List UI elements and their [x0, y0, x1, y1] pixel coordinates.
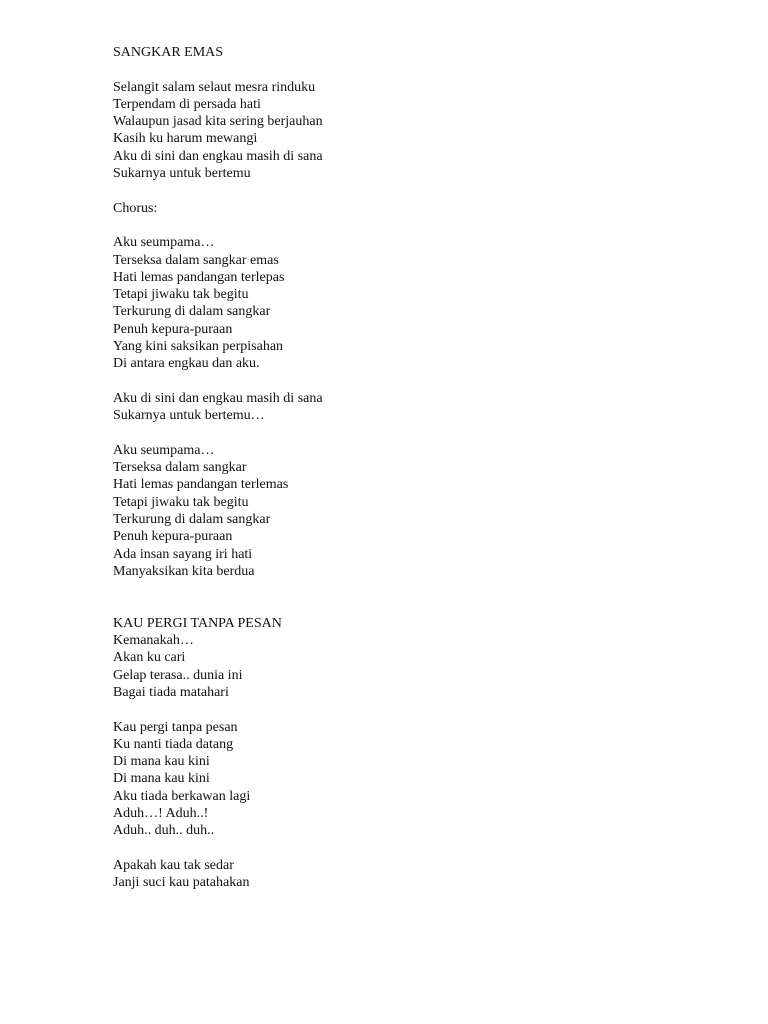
- lyric-line: Di mana kau kini: [113, 754, 210, 770]
- song-title: KAU PERGI TANPA PESAN: [113, 615, 282, 631]
- lyric-line: Bagai tiada matahari: [113, 684, 229, 700]
- lyric-line: Ada insan sayang iri hati: [113, 546, 253, 562]
- blank-line: [113, 840, 713, 857]
- blank-line: [113, 701, 713, 718]
- song1-chorus2: [113, 442, 713, 580]
- blank-line: [113, 217, 713, 234]
- lyric-line: Walaupun jasad kita sering berjauhan: [113, 114, 323, 130]
- blank-line: [113, 425, 713, 442]
- blank-line: [113, 61, 713, 78]
- lyric-line: Terseksa dalam sangkar emas: [113, 252, 279, 268]
- chorus-label: Chorus:: [113, 200, 158, 216]
- song1-verse1: [113, 79, 713, 183]
- lyric-line: Manyaksikan kita berdua: [113, 563, 255, 579]
- lyric-line: Di mana kau kini: [113, 771, 210, 787]
- lyric-line: Aku seumpama…: [113, 442, 215, 458]
- lyric-line: Di antara engkau dan aku.: [113, 356, 260, 372]
- lyric-line: Sukarnya untuk bertemu…: [113, 408, 265, 424]
- lyric-line: Terseksa dalam sangkar: [113, 460, 247, 476]
- lyric-line: Janji suci kau patahakan: [113, 875, 250, 891]
- lyric-line: Aduh.. duh.. duh..: [113, 823, 215, 839]
- lyric-line: Aku seumpama…: [113, 235, 215, 251]
- lyric-line: Aku tiada berkawan lagi: [113, 788, 251, 804]
- lyric-line: Terkurung di dalam sangkar: [113, 512, 271, 528]
- lyric-line: Tetapi jiwaku tak begitu: [113, 494, 249, 510]
- lyric-line: Ku nanti tiada datang: [113, 736, 234, 752]
- lyric-line: Aku di sini dan engkau masih di sana: [113, 390, 323, 406]
- blank-line: [113, 182, 713, 199]
- song2-verse3: [113, 857, 713, 892]
- lyric-line: Aduh…! Aduh..!: [113, 806, 209, 822]
- lyric-line: Kau pergi tanpa pesan: [113, 719, 238, 735]
- song2-verse2: [113, 719, 713, 840]
- blank-line: [113, 373, 713, 390]
- lyric-line: Akan ku cari: [113, 650, 186, 666]
- song1-chorus1: [113, 234, 713, 372]
- lyric-line: Selangit salam selaut mesra rinduku: [113, 79, 316, 95]
- lyric-line: Hati lemas pandangan terlemas: [113, 477, 289, 493]
- lyric-line: Kemanakah…: [113, 633, 194, 649]
- lyric-line: Tetapi jiwaku tak begitu: [113, 287, 249, 303]
- lyric-line: Apakah kau tak sedar: [113, 857, 234, 873]
- document-page: [113, 44, 713, 892]
- lyric-line: Hati lemas pandangan terlepas: [113, 269, 285, 285]
- lyric-line: Penuh kepura-puraan: [113, 529, 233, 545]
- lyric-line: Gelap terasa.. dunia ini: [113, 667, 243, 683]
- lyric-line: Sukarnya untuk bertemu: [113, 166, 251, 182]
- lyric-line: Penuh kepura-puraan: [113, 321, 233, 337]
- lyric-line: Terpendam di persada hati: [113, 96, 261, 112]
- lyric-line: Terkurung di dalam sangkar: [113, 304, 271, 320]
- lyric-line: Aku di sini dan engkau masih di sana: [113, 148, 323, 164]
- lyric-line: Kasih ku harum mewangi: [113, 131, 258, 147]
- song2-verse1: [113, 632, 713, 701]
- song-title: SANGKAR EMAS: [113, 45, 224, 60]
- song1-bridge: [113, 390, 713, 425]
- lyric-line: Yang kini saksikan perpisahan: [113, 339, 284, 355]
- blank-lines: [113, 580, 713, 615]
